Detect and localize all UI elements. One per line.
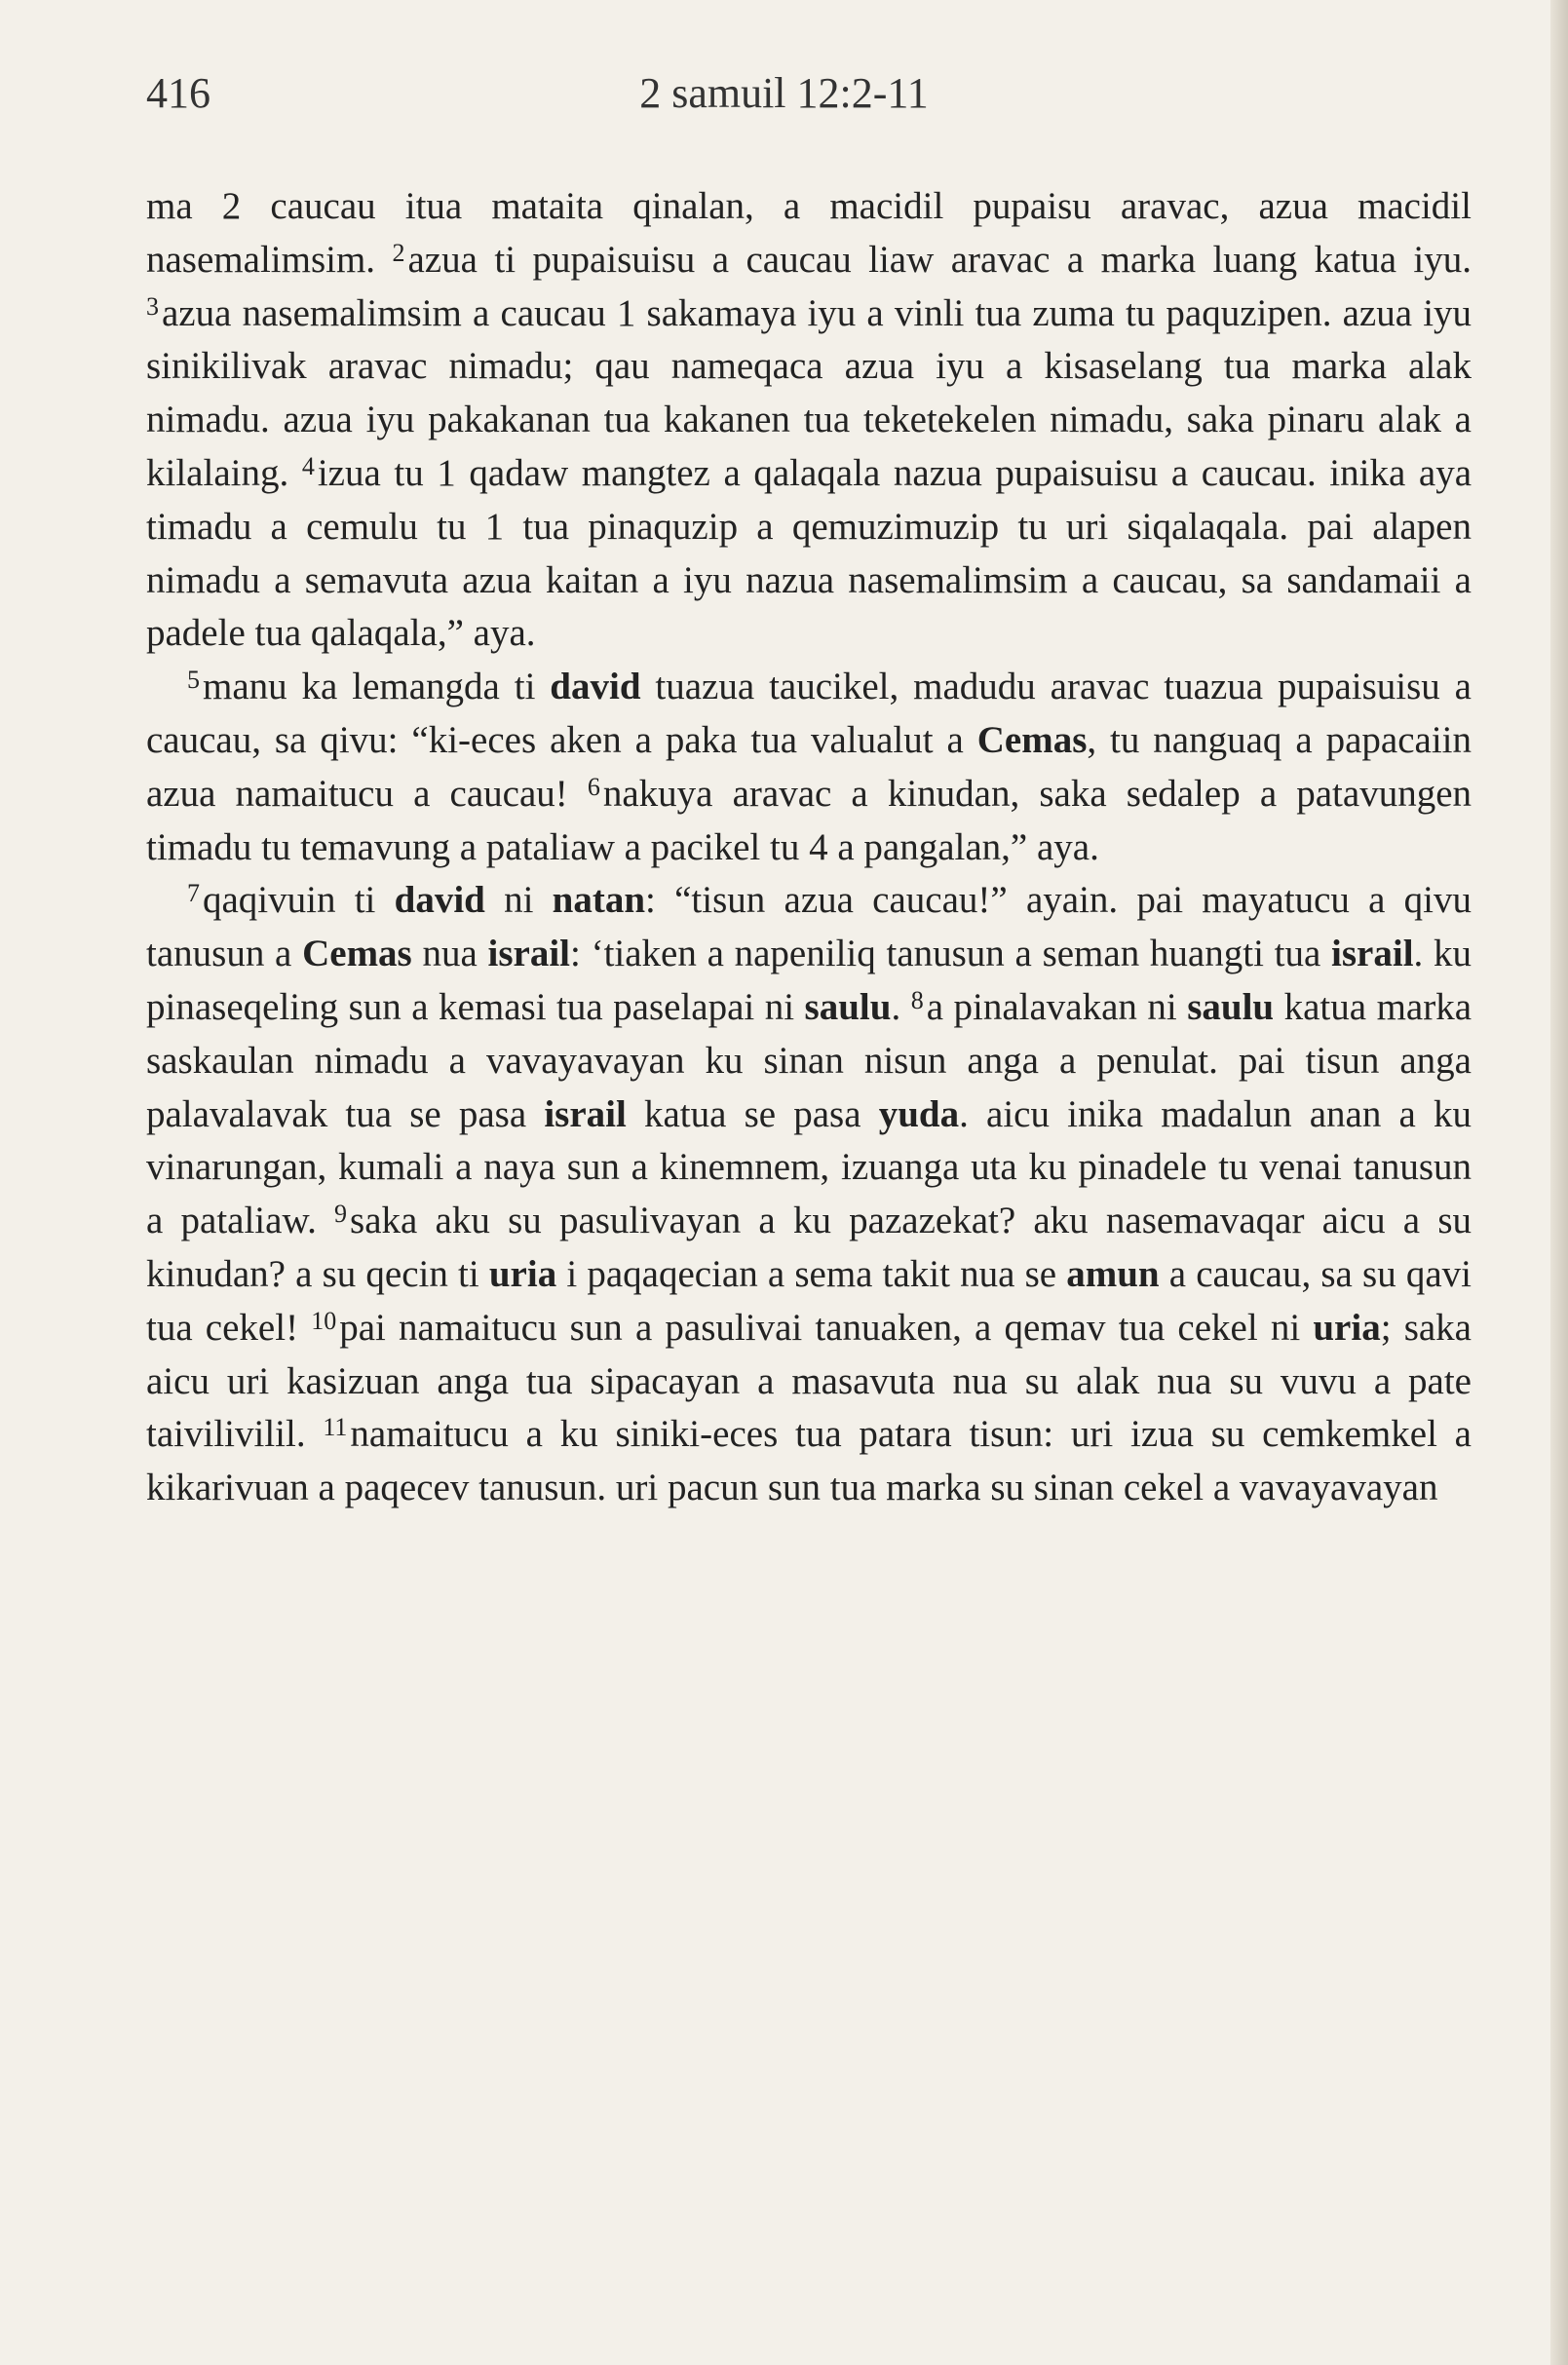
text-run: nimadu a semavuta azua kaitan a iyu nazua nasemalimsim	[146, 558, 1068, 601]
verse-number-6: 6	[587, 772, 600, 801]
text-run: tua kakanen tua teketekelen nimadu, saka pinaru alak a	[603, 399, 1472, 441]
text-run: azua iyu sinikilivak aravac nimadu; qau nameqaca azua iyu	[146, 291, 1472, 388]
text-run: a caucau, sa su qavi tua cekel!	[146, 1252, 1472, 1349]
text-run: ni	[484, 879, 553, 922]
name-cemas: Cemas	[302, 933, 412, 975]
text-run: tua pinaquzip a qemuzimuzip tu uri siqalaqala. pai alapen	[522, 505, 1472, 548]
verse-number-9: 9	[334, 1200, 348, 1229]
name-cemas: Cemas	[976, 718, 1088, 761]
text-run: . ku pinaseqeling sun a kemasi tua paselapai ni	[146, 933, 1472, 1028]
page-number: 416	[146, 69, 210, 117]
text-run: qaqivuin ti	[203, 879, 395, 922]
page-header	[146, 68, 1422, 127]
text-run: katua marka saskaulan nimadu a vavayavayan ku sinan nisun anga a penulat. pai tisun anga palavalavak tua se pasa	[146, 985, 1472, 1135]
name-israil: israil	[544, 1092, 627, 1135]
text-run: namaitucu a ku siniki-eces tua patara tisun: uri izua su cemkemkel a kikarivuan a paqecev tanusun. uri pacun sun tua marka su sinan cekel a vavayavayan	[146, 1413, 1472, 1509]
name-uria: uria	[1313, 1306, 1381, 1349]
paragraph-3	[146, 874, 1472, 1515]
text-run: a kisaselang tua marka alak nimadu. azua iyu pakakanan	[146, 345, 1472, 441]
text-run: azua ti pupaisuisu a caucau	[407, 238, 852, 281]
text-run: katua se pasa	[626, 1092, 879, 1135]
text-run: , tu nanguaq a papacaiin azua namaitucu a caucau!	[146, 718, 1472, 815]
verse-number-11: 11	[323, 1413, 348, 1442]
name-natan: natan	[552, 879, 646, 922]
text-run: . aicu inika madalun anan a ku vinarungan, kumali a naya sun a kinemnem, izuanga uta ku pinadele tu venai tanusun a pataliaw.	[146, 1092, 1472, 1242]
text-run: azua macidil nasemalimsim.	[146, 185, 1472, 281]
text-run: nakuya aravac a kinudan, saka sedalep a patavungen timadu tu temavung a pataliaw a pacikel tu 4 a pangalan,” aya.	[146, 772, 1472, 868]
text-run: ma 2 caucau itua mataita qinalan, a macidil pupaisu aravac,	[146, 185, 1230, 227]
name-israil: israil	[1331, 933, 1414, 975]
text-run: pupaisuisu a caucau. inika aya timadu a cemulu tu 1	[146, 451, 1472, 548]
text-run: i paqaqecian a sema takit nua se	[556, 1252, 1067, 1295]
text-run: a caucau, sa sandamaii a padele tua qalaqala,” aya.	[146, 558, 1472, 655]
name-david: david	[394, 879, 485, 922]
text-run: kilalaing.	[146, 451, 289, 494]
text-run: tuazua taucikel, madudu aravac tuazua pupaisuisu a caucau, sa qivu: “ki-eces aken a paka tua valualut a	[146, 666, 1472, 761]
verse-number-5: 5	[187, 666, 200, 695]
scripture-text	[146, 180, 1472, 1515]
verse-number-10: 10	[311, 1306, 337, 1335]
verse-number-4: 4	[301, 451, 315, 480]
verse-number-7: 7	[187, 879, 200, 908]
text-run: .	[891, 985, 911, 1028]
running-head: 2 samuil 12:2-11	[639, 69, 929, 117]
text-run: izua tu 1 qadaw mangtez a qalaqala nazua	[317, 451, 982, 494]
text-run: nua	[411, 933, 488, 975]
text-run: saka aku su pasulivayan a ku pazazekat? aku nasemavaqar aicu a su kinudan? a su qecin ti	[146, 1200, 1472, 1295]
text-run: liaw aravac a marka luang katua iyu.	[868, 238, 1472, 281]
name-amun: amun	[1066, 1252, 1160, 1295]
text-run: pai namaitucu sun a pasulivai tanuaken, a qemav tua cekel ni	[339, 1306, 1314, 1349]
text-run: a pinalavakan ni	[926, 985, 1188, 1028]
text-run: : ‘tiaken a napeniliq tanusun a seman huangti tua	[570, 933, 1332, 975]
name-israil: israil	[487, 933, 571, 975]
text-run: azua nasemalimsim	[162, 291, 462, 334]
verse-number-2: 2	[392, 238, 405, 267]
text-run: manu ka lemangda ti	[203, 666, 551, 708]
name-uria: uria	[488, 1252, 557, 1295]
verse-number-8: 8	[910, 985, 924, 1014]
paragraph-2	[146, 661, 1472, 874]
name-david: david	[550, 666, 641, 708]
name-saulu: saulu	[1187, 985, 1275, 1028]
text-run: : “tisun azua caucau!” ayain. pai mayatucu a qivu tanusun a	[146, 879, 1472, 975]
name-saulu: saulu	[804, 985, 892, 1028]
text-run: a caucau 1 sakamaya iyu a vinli tua zuma tu paquzipen.	[473, 291, 1332, 334]
text-run: ; saka aicu uri kasizuan anga tua sipacayan a masavuta nua su alak nua su vuvu a pate taivilivilil.	[146, 1306, 1472, 1456]
name-yuda: yuda	[878, 1092, 960, 1135]
paragraph-1	[146, 180, 1472, 661]
verse-number-3: 3	[146, 291, 159, 321]
